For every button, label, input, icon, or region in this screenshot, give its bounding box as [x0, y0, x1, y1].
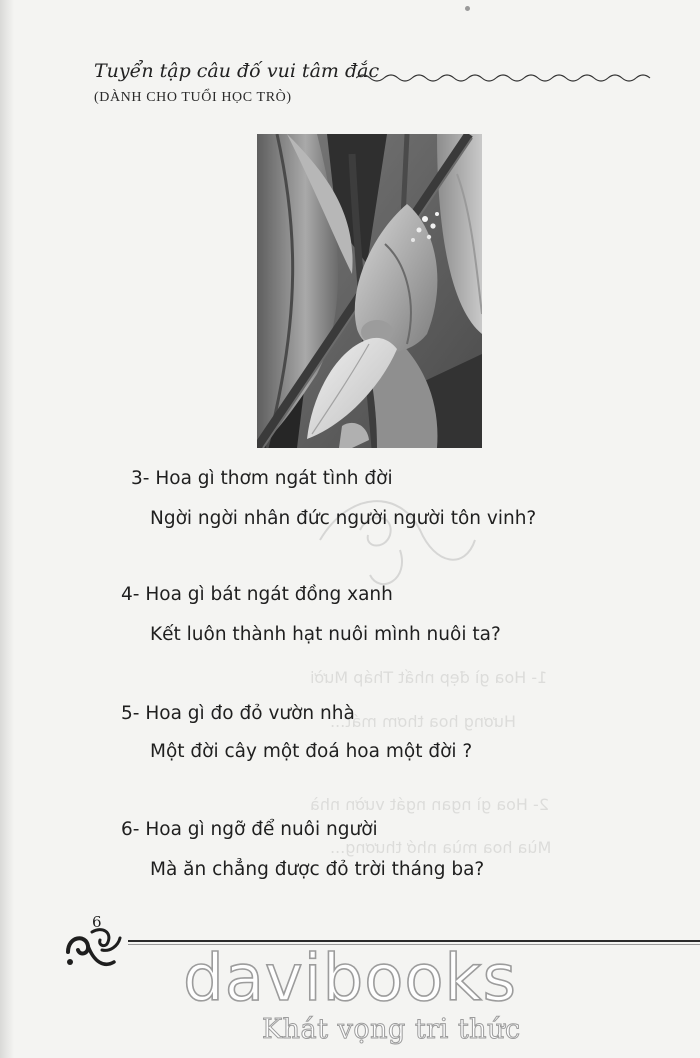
- riddle-question: Hoa gì thơm ngát tình đời: [155, 468, 393, 489]
- riddle-6-line-1: [121, 819, 378, 840]
- riddle-3-line-1: [131, 468, 393, 489]
- page-number: 6: [92, 913, 102, 931]
- riddle-5-line-2: Một đời cây một đoá hoa một đời ?: [150, 741, 473, 762]
- riddle-number: 3-: [131, 468, 150, 489]
- riddle-4-line-2: Kết luôn thành hạt nuôi mình nuôi ta?: [150, 624, 501, 645]
- book-subtitle: (DÀNH CHO TUỔI HỌC TRÒ): [94, 90, 292, 105]
- riddle-question: Hoa gì ngỡ để nuôi người: [145, 819, 378, 840]
- show-through-text: Hương hoa thơm mát...: [330, 712, 516, 731]
- show-through-text: 2- Hoa gì ngan ngát vườn nhà: [310, 795, 549, 814]
- riddle-number: 4-: [121, 584, 140, 605]
- show-through-text: Mùa hoa mùa nhớ thương...: [330, 838, 552, 857]
- page-header: [94, 60, 654, 120]
- watermark-slogan: Khát vọng tri thức: [262, 1014, 521, 1045]
- riddle-5-line-1: [121, 703, 355, 724]
- show-through-text: 1- Hoa gì đẹp nhất Tháp Mười: [310, 668, 548, 687]
- riddle-number: 6-: [121, 819, 140, 840]
- riddle-3-line-2: Ngời ngời nhân đức người người tôn vinh?: [150, 508, 537, 529]
- riddle-4-line-1: [121, 584, 393, 605]
- page-edge-shadow: [0, 0, 14, 1058]
- riddle-number: 5-: [121, 703, 140, 724]
- scroll-ornament-icon: [62, 922, 124, 976]
- faint-flourish-icon: [300, 470, 480, 600]
- riddle-question: Hoa gì bát ngát đồng xanh: [145, 584, 393, 605]
- book-title: Tuyển tập câu đố vui tâm đắc: [94, 60, 380, 82]
- riddle-question: Hoa gì đo đỏ vườn nhà: [145, 703, 355, 724]
- riddle-6-line-2: Mà ăn chẳng được đỏ trời tháng ba?: [150, 859, 485, 880]
- flower-illustration-icon: [257, 134, 482, 448]
- wavy-line-icon: [356, 70, 656, 86]
- watermark-brand: davibooks: [183, 942, 517, 1016]
- paper-speck: [465, 6, 470, 11]
